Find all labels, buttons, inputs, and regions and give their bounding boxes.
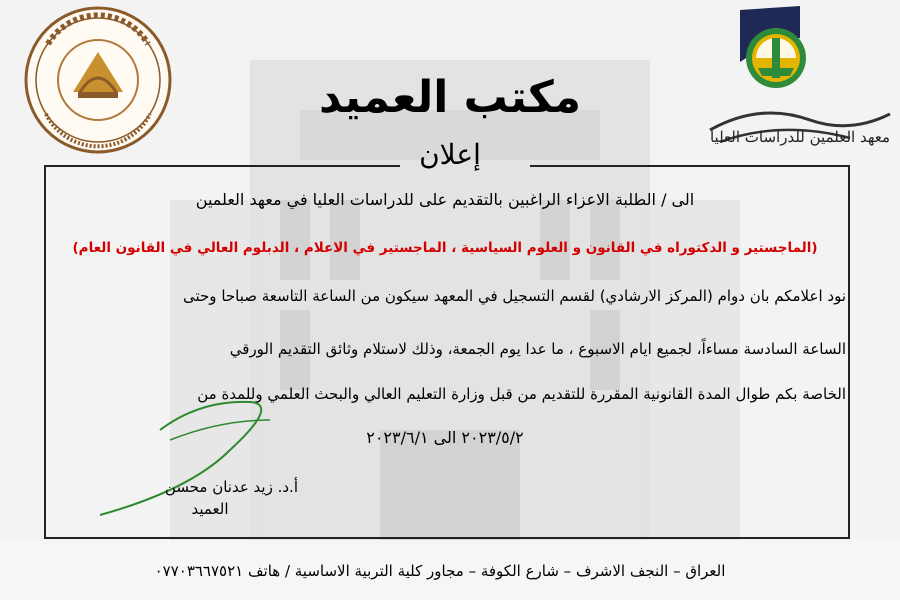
announcement-title: إعلان bbox=[419, 138, 481, 171]
footer-address: العراق – النجف الاشرف – شارع الكوفة – مجاور كلية التربية الاساسية / هاتف ٠٧٧٠٣٦٦٧٥٢١ bbox=[154, 562, 726, 580]
frame-top-border-left bbox=[44, 165, 400, 167]
application-dates: ٢٠٢٣/٥/٢ الى ٢٠٢٣/٦/١ bbox=[366, 428, 524, 447]
signatory-name: أ.د. زيد عدنان محسن bbox=[164, 478, 298, 496]
programs-list: (الماجستير و الدكتوراه في القانون و العلوم السياسية ، الماجستير في الاعلام ، الدبلوم العالي في القانون العام) bbox=[72, 240, 818, 256]
office-title: مكتب العميد bbox=[318, 72, 581, 123]
notice-body-line: الخاصة بكم طوال المدة القانونية المقررة للتقديم من قبل وزارة التعليم العالي والبحث العلمي وللمدة من bbox=[197, 385, 846, 403]
notice-body-line: الساعة السادسة مساءاً، لجميع ايام الاسبوع ، ما عدا يوم الجمعة، وذلك لاستلام وثائق التقديم الورقي bbox=[229, 340, 846, 358]
notice-addressee: الى / الطلبة الاعزاء الراغبين بالتقديم على للدراسات العليا في معهد العلمين bbox=[195, 190, 695, 209]
signatory-role: العميد bbox=[191, 500, 229, 518]
svg-text:معهد العلمين للدراسات العليا: معهد العلمين للدراسات العليا bbox=[709, 128, 891, 146]
frame-top-border-right bbox=[530, 165, 850, 167]
institute-logo bbox=[700, 2, 896, 152]
notice-body-line: نود اعلامكم بان دوام (المركز الارشادي) لقسم التسجيل في المعهد سيكون من الساعة التاسعة صباحا وحتى bbox=[183, 287, 846, 305]
ministry-seal-logo bbox=[18, 4, 178, 156]
